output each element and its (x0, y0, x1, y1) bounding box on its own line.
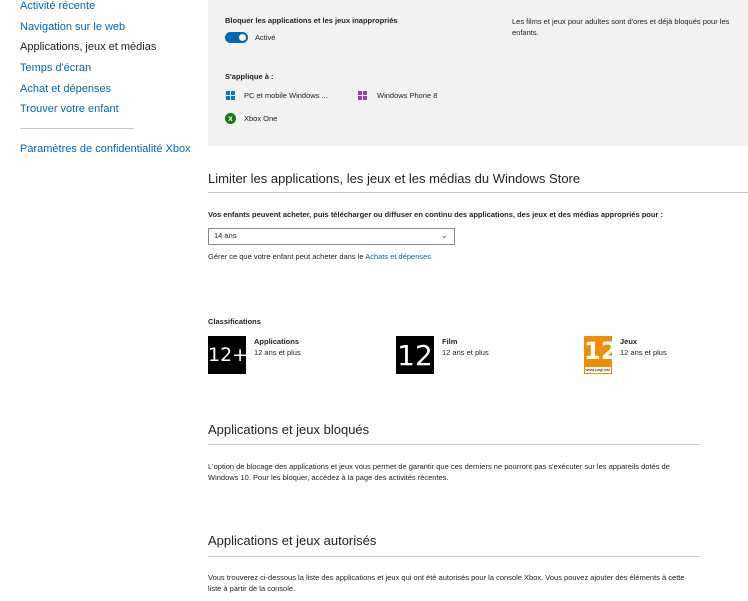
purchase-spending-link[interactable]: Achats et dépenses (365, 252, 432, 261)
rating-badge-film: 12 (396, 336, 434, 374)
sidebar-item-screen-time[interactable]: Temps d'écran (20, 62, 92, 74)
blocked-section-text: L'option de blocage des applications et jeux vous permet de garantir que ces derniers ne pourront pas s'exécuter sur les appareils dotés de Windows 10. Pour les bloquer, accédez à la page des activités récentes. (208, 462, 670, 482)
rating-subtitle-film: 12 ans et plus (442, 348, 489, 357)
adult-content-info: Les films et jeux pour adultes sont d'ores et déjà bloqués pour les enfants. (512, 17, 730, 37)
age-select-value: 14 ans (214, 231, 237, 240)
pegi-12-badge (584, 336, 618, 374)
allowed-section-heading: Applications et jeux autorisés (208, 533, 377, 548)
applies-to-label: S'applique à : (225, 72, 274, 81)
section-divider (208, 556, 700, 557)
sidebar-item-purchase-spending[interactable]: Achat et dépenses (20, 83, 112, 95)
section-divider (208, 192, 748, 193)
chevron-down-icon: ⌄ (440, 230, 448, 240)
block-apps-title: Bloquer les applications et les jeux inappropriés (225, 16, 398, 25)
rating-subtitle-games: 12 ans et plus (620, 348, 667, 357)
windows-phone-icon (358, 91, 367, 100)
device-windows-phone: Windows Phone 8 (377, 91, 438, 100)
allowed-section-text: Vous trouverez ci-dessous la liste des applications et jeux qui ont été autorisés pour la console Xbox. Vous pouvez ajouter des éléments à cette liste à partir de la console. (208, 573, 685, 593)
xbox-privacy-link[interactable]: Paramètres de confidentialité Xbox (20, 143, 191, 155)
sidebar-item-recent-activity[interactable]: Activité récente (20, 0, 96, 12)
manage-purchases-prefix: Gérer ce que votre enfant peut acheter dans le (208, 252, 366, 261)
rating-subtitle-apps: 12 ans et plus (254, 348, 301, 357)
toggle-state-label: Activé (255, 33, 276, 42)
classifications-label: Classifications (208, 317, 261, 326)
pegi-footer: www.pegi.info (585, 367, 611, 372)
limit-section-heading: Limiter les applications, les jeux et les médias du Windows Store (208, 171, 581, 186)
device-xbox-one: Xbox One (244, 114, 278, 123)
sidebar-item-web-browsing[interactable]: Navigation sur le web (20, 21, 126, 33)
manage-purchases-text (208, 252, 431, 261)
section-divider (208, 444, 700, 445)
rating-title-games: Jeux (620, 337, 638, 346)
pegi-number: 12 (584, 337, 618, 365)
sidebar-item-apps-games-media[interactable]: Applications, jeux et médias (20, 41, 157, 53)
limit-description: Vos enfants peuvent acheter, puis télécharger ou diffuser en continu des applications, des jeux et des médias appropriés pour : (208, 210, 663, 219)
sidebar-divider (20, 128, 134, 129)
toggle-knob (239, 34, 246, 41)
rating-title-apps: Applications (254, 337, 300, 346)
device-pc-mobile: PC et mobile Windows ... (244, 91, 328, 100)
block-apps-toggle[interactable] (225, 32, 248, 43)
xbox-icon: x (225, 113, 236, 124)
blocked-section-heading: Applications et jeux bloqués (208, 422, 370, 437)
rating-badge-apps: 12+ (208, 336, 246, 374)
sidebar-item-find-child[interactable]: Trouver votre enfant (20, 103, 119, 115)
windows-icon (226, 91, 235, 100)
age-select[interactable] (208, 228, 455, 245)
rating-title-film: Film (442, 337, 458, 346)
